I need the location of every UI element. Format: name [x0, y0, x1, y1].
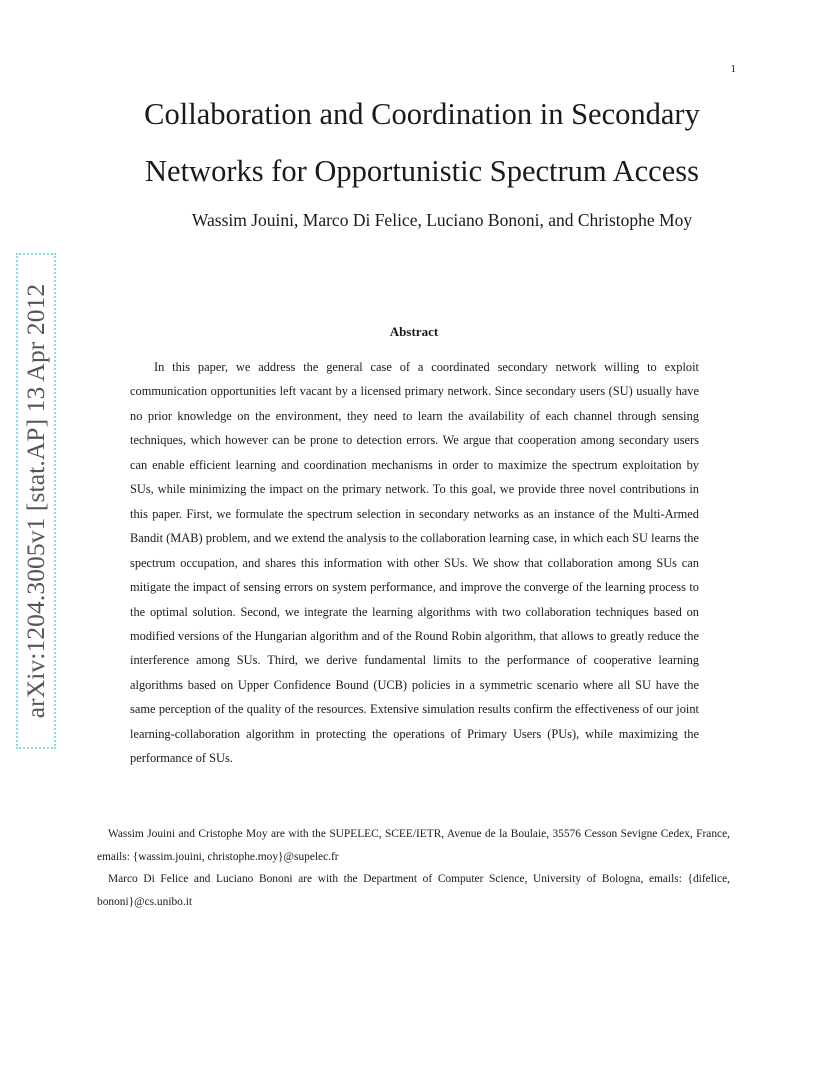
abstract-heading: Abstract: [389, 324, 439, 339]
author-affiliations: [97, 823, 730, 913]
arxiv-identifier-stamp: arXiv:1204.3005v1 [stat.AP] 13 Apr 2012: [16, 253, 56, 749]
footnote-affiliation-1: Wassim Jouini and Cristophe Moy are with the SUPELEC, SCEE/IETR, Avenue de la Boulaie, 35576 Cesson Sevigne Cedex, France, emails: {wassim.jouini, christophe.moy}@supelec.fr: [97, 828, 730, 863]
footnote-affiliation-2: Marco Di Felice and Luciano Bononi are with the Department of Computer Science, University of Bologna, emails: {difelice, bononi}@cs.unibo.it: [97, 873, 730, 908]
title-line-2: Networks for Opportunistic Spectrum Access: [145, 154, 699, 188]
page-number: 1: [730, 63, 736, 75]
author-list: Wassim Jouini, Marco Di Felice, Luciano Bononi, and Christophe Moy: [191, 210, 693, 230]
abstract-body: In this paper, we address the general case of a coordinated secondary network willing to exploit communication opportunities left vacant by a licensed primary network. Since secondary users (SU) usually have no prior knowledge on the environment, they need to learn the availability of each channel through sensing techniques, which however can be prone to detection errors. We argue that cooperation among secondary users can enable efficient learning and coordination mechanisms in order to maximize the spectrum exploitation by SUs, while minimizing the impact on the primary network. To this goal, we provide three novel contributions in this paper. First, we formulate the spectrum selection in secondary networks as an instance of the Multi-Armed Bandit (MAB) problem, and we extend the analysis to the collaboration learning case, in which each SU learns the spectrum occupation, and shares this information with other SUs. We show that collaboration among SUs can mitigate the impact of sensing errors on system performance, and improve the converge of the learning process to the optimal solution. Second, we integrate the learning algorithms with two collaboration techniques based on modified versions of the Hungarian algorithm and of the Round Robin algorithm, that allows to greatly reduce the interference among SUs. Third, we derive fundamental limits to the performance of cooperative learning algorithms based on Upper Confidence Bound (UCB) policies in a symmetric scenario where all SU have the same perception of the quality of the resources. Extensive simulation results confirm the effectiveness of our joint learning-collaboration algorithm in protecting the operations of Primary Users (PUs), while maximizing the performance of SUs.: [130, 360, 699, 766]
title-line-1: Collaboration and Coordination in Secondary: [144, 97, 700, 131]
paper-title: [60, 86, 784, 200]
